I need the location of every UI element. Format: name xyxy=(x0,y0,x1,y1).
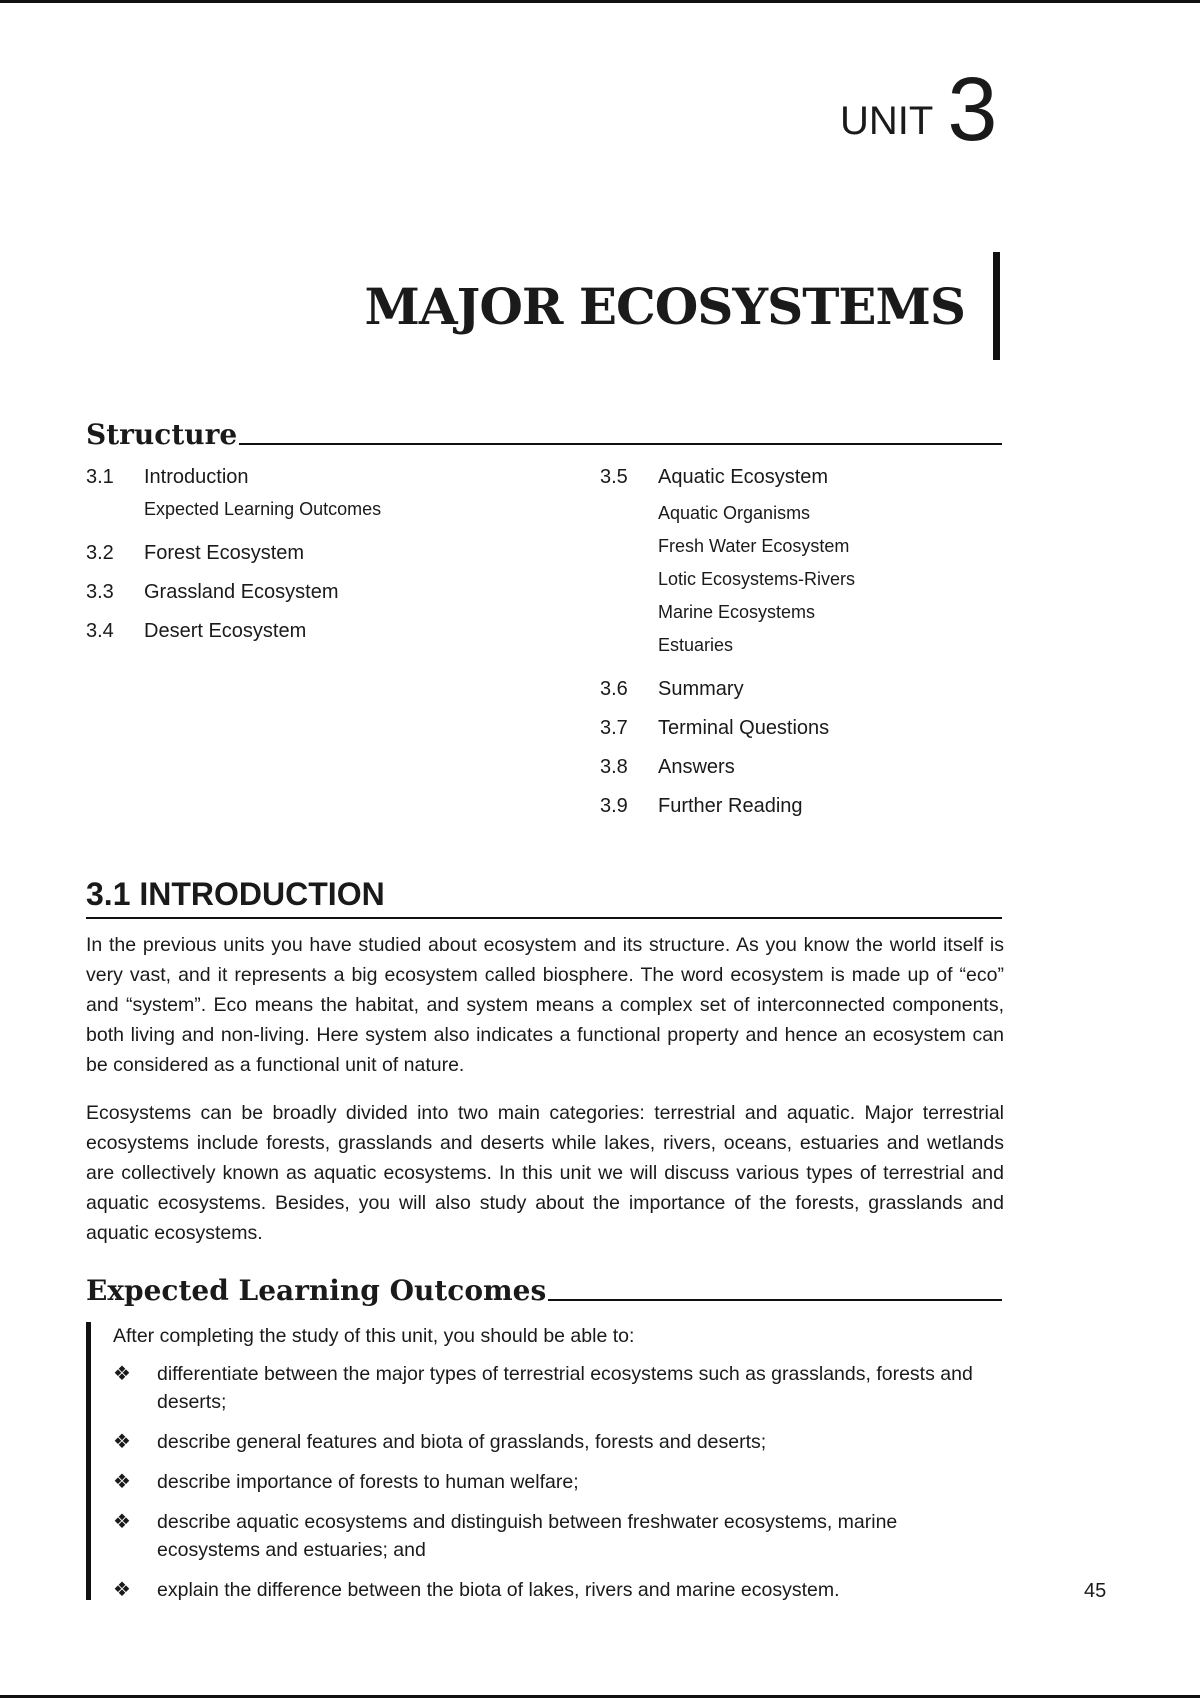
list-item-text: explain the difference between the biota of lakes, rivers and marine ecosystem. xyxy=(157,1579,840,1601)
diamond-bullet-icon: ❖ xyxy=(113,1511,131,1533)
diamond-bullet-icon: ❖ xyxy=(113,1431,131,1453)
list-item xyxy=(113,1428,993,1456)
page-top-border xyxy=(0,0,1200,3)
elo-heading-row xyxy=(86,1274,1002,1307)
heading-rule xyxy=(239,443,1002,445)
toc-subitem: Expected Learning Outcomes xyxy=(144,499,382,519)
toc-number: 3.8 xyxy=(600,756,628,778)
toc-subitem: Aquatic Organisms xyxy=(658,503,811,523)
toc-subitem: Marine Ecosystems xyxy=(658,602,816,622)
list-item xyxy=(113,1508,993,1564)
list-item xyxy=(113,1468,993,1496)
toc-number: 3.9 xyxy=(600,795,628,817)
structure-heading: Structure xyxy=(86,418,238,451)
unit-word: UNIT xyxy=(840,99,934,143)
toc-number: 3.1 xyxy=(86,466,114,488)
intro-paragraph-1: In the previous units you have studied about ecosystem and its structure. As you know the world itself is very vast, and it represents a big ecosystem called biosphere. The word ecosystem is made up of “eco” and “system”. Eco means the habitat, and system means a complex set of interconnected components, both living and non-living. Here system also indicates a functional property and hence an ecosystem can be considered as a functional unit of nature. xyxy=(86,934,1004,1076)
toc-label: Answers xyxy=(658,756,735,778)
toc-number: 3.7 xyxy=(600,717,628,739)
toc-label: Terminal Questions xyxy=(658,717,830,739)
diamond-bullet-icon: ❖ xyxy=(113,1579,131,1601)
chapter-title: MAJOR ECOSYSTEMS xyxy=(364,276,965,336)
page-number: 45 xyxy=(1084,1580,1107,1602)
toc-item xyxy=(86,581,586,604)
toc-subitem: Fresh Water Ecosystem xyxy=(658,536,850,556)
toc-item xyxy=(600,466,1020,662)
toc-label: Grassland Ecosystem xyxy=(144,581,339,603)
elo-list xyxy=(113,1360,993,1616)
toc-item xyxy=(600,717,1020,740)
diamond-bullet-icon: ❖ xyxy=(113,1363,131,1385)
list-item-text: differentiate between the major types of terrestrial ecosystems such as grasslands, forests and deserts; xyxy=(157,1363,973,1413)
toc-label: Summary xyxy=(658,678,744,700)
introduction-heading-row xyxy=(86,876,1002,919)
toc-item xyxy=(600,795,1020,818)
list-item-text: describe general features and biota of grasslands, forests and deserts; xyxy=(157,1431,767,1453)
toc-number: 3.2 xyxy=(86,542,114,564)
toc-number: 3.3 xyxy=(86,581,114,603)
toc-label: Forest Ecosystem xyxy=(144,542,305,564)
toc-label: Further Reading xyxy=(658,795,803,817)
title-bar xyxy=(993,252,1000,360)
toc-label: Aquatic Ecosystem xyxy=(658,466,829,488)
list-item-text: describe importance of forests to human welfare; xyxy=(157,1471,579,1493)
intro-paragraph-2: Ecosystems can be broadly divided into two main categories: terrestrial and aquatic. Major terrestrial ecosystems include forests, grasslands and deserts while lakes, rivers, oceans, estuaries and wetlands are collectively known as aquatic ecosystems. In this unit we will discuss various types of terrestrial and aquatic ecosystems. Besides, you will also study about the importance of the forests, grasslands and aquatic ecosystems. xyxy=(86,1102,1004,1244)
elo-heading: Expected Learning Outcomes xyxy=(86,1274,547,1307)
elo-box xyxy=(86,1322,991,1600)
toc-item xyxy=(86,620,586,643)
toc-item xyxy=(600,756,1020,779)
toc-label: Desert Ecosystem xyxy=(144,620,307,642)
toc-item xyxy=(86,542,586,565)
toc-item xyxy=(600,678,1020,701)
toc-subitem: Lotic Ecosystems-Rivers xyxy=(658,569,856,589)
toc-number: 3.5 xyxy=(600,466,628,488)
chapter-title-block xyxy=(365,252,1000,360)
structure-list-right xyxy=(600,466,1020,834)
structure-list-left xyxy=(86,466,586,659)
list-item xyxy=(113,1360,993,1416)
unit-number: 3 xyxy=(947,60,998,160)
toc-number: 3.6 xyxy=(600,678,628,700)
diamond-bullet-icon: ❖ xyxy=(113,1471,131,1493)
toc-item xyxy=(86,466,586,526)
structure-heading-row xyxy=(86,418,1002,451)
introduction-heading: 3.1 INTRODUCTION xyxy=(86,876,385,912)
list-item-text: describe aquatic ecosystems and distinguish between freshwater ecosystems, marine ecosystems and estuaries; and xyxy=(157,1511,898,1561)
unit-label xyxy=(840,60,998,160)
toc-label: Introduction xyxy=(144,466,249,488)
heading-rule xyxy=(548,1299,1002,1301)
elo-intro: After completing the study of this unit, you should be able to: xyxy=(113,1325,635,1347)
list-item xyxy=(113,1576,993,1604)
toc-subitem: Estuaries xyxy=(658,635,734,655)
toc-number: 3.4 xyxy=(86,620,114,642)
